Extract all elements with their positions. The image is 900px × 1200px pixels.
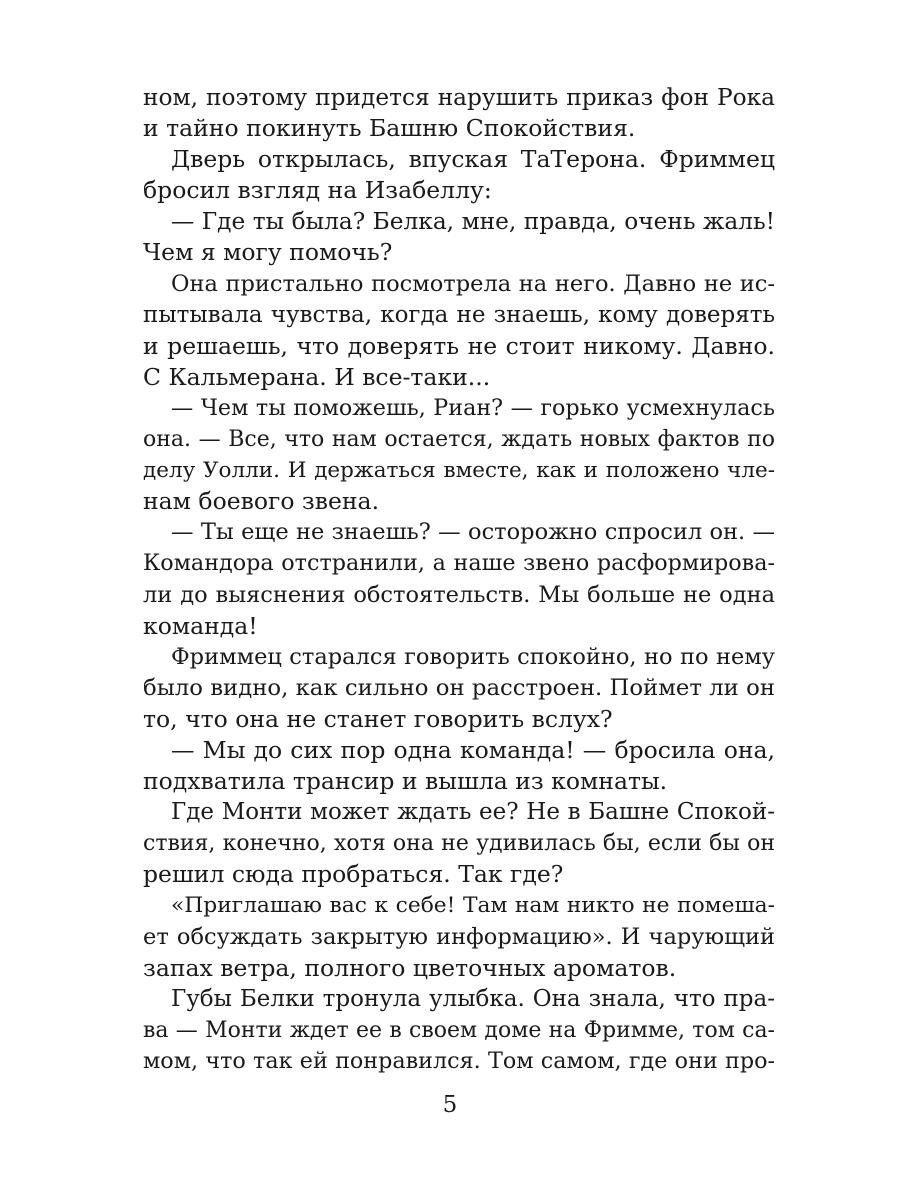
text-line: «Приглашаю вас к себе! Там нам никто не помеша- xyxy=(171,893,775,919)
text-line: Она пристально посмотрела на него. Давно не ис- xyxy=(171,270,775,297)
text-line: нам боевого звена. xyxy=(143,487,380,516)
text-line: Командора отстранили, а наше звено расформирова- xyxy=(143,550,775,577)
text-line: Где Монти может ждать ее? Не в Башне Спокой- xyxy=(171,799,775,826)
text-line: С Кальмерана. И все-таки... xyxy=(143,362,491,391)
text-line: и решаешь, что доверять не стоит никому. Давно. xyxy=(143,331,775,360)
page-number: 5 xyxy=(442,1092,458,1118)
text-line: решил сюда пробраться. Так где? xyxy=(143,860,564,889)
text-line: она. — Все, что нам остается, ждать новых фактов по xyxy=(143,427,775,453)
text-line: запах ветра, полного цветочных ароматов. xyxy=(143,953,677,982)
text-line: и тайно покинуть Башню Спокойствия. xyxy=(143,114,636,143)
text-line: команда! xyxy=(143,611,258,640)
text-line: делу Уолли. И держаться вместе, как и положено чле- xyxy=(143,458,775,484)
text-line: Губы Белки тронула улыбка. Она знала, что пра- xyxy=(171,985,775,1012)
text-line: мом, что так ей понравился. Том самом, где они про- xyxy=(143,1047,775,1074)
text-line: Чем я могу помочь? xyxy=(143,238,393,267)
text-line: — Мы до сих пор одна команда! — бросила она, xyxy=(171,735,775,764)
text-line: ном, поэтому придется нарушить приказ фон Рока xyxy=(143,84,775,111)
text-line: ствия, конечно, хотя она не удивилась бы, если бы он xyxy=(143,831,775,857)
text-line: было видно, как сильно он расстроен. Поймет ли он xyxy=(143,674,775,701)
text-line: — Ты еще не знаешь? — осторожно спросил он. — xyxy=(171,519,775,546)
text-line: Фриммец старался говорить спокойно, но по нему xyxy=(171,643,775,670)
text-line: подхватила трансир и вышла из комнаты. xyxy=(143,767,668,796)
text-line: — Чем ты поможешь, Риан? — горько усмехнулась xyxy=(171,394,775,421)
text-line: ли до выяснения обстоятельств. Мы больше не одна xyxy=(143,581,775,608)
text-line: бросил взгляд на Изабеллу: xyxy=(143,176,492,205)
body-text xyxy=(143,82,775,1077)
text-line: ет обсуждать закрытую информацию». И чарующий xyxy=(143,923,775,950)
text-line: пытывала чувства, когда не знаешь, кому доверять xyxy=(143,301,775,328)
text-line: то, что она не станет говорить вслух? xyxy=(143,704,613,733)
text-line: Дверь открылась, впуская ТаТерона. Фриммец xyxy=(171,145,775,174)
text-line: ва — Монти ждет ее в своем доме на Фримме, том са- xyxy=(143,1017,775,1043)
text-line: — Где ты была? Белка, мне, правда, очень жаль! xyxy=(171,208,775,236)
